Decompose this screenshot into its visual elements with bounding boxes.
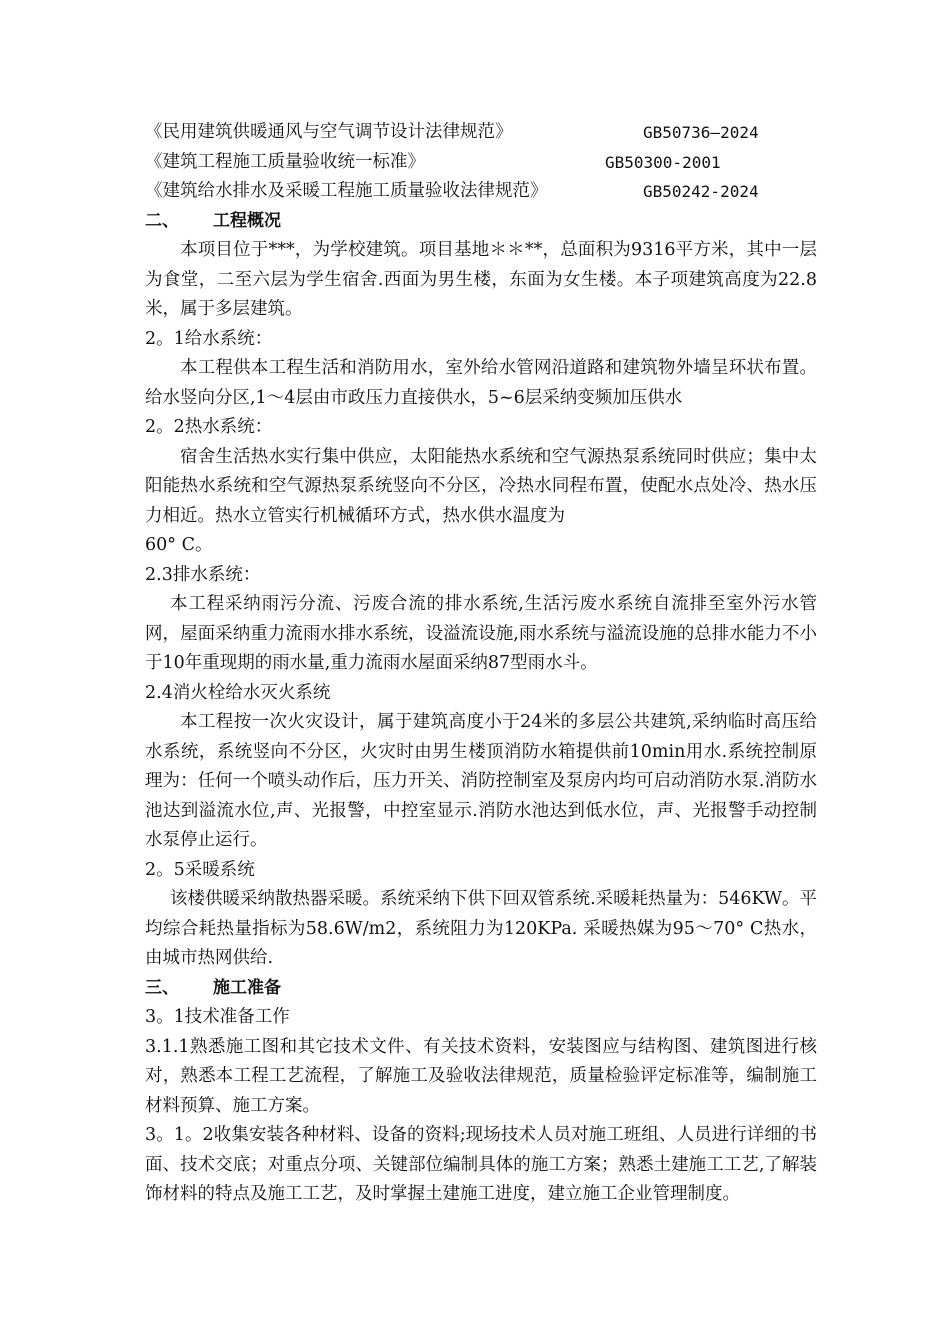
hot-water-paragraph: 宿舍生活热水实行集中供应，太阳能热水系统和空气源热泵系统同时供应；集中太阳能热水系统和空气源热泵系统竖向不分区，冷热水同程布置，使配水点处冷、热水压力相近。热水立管实行机械循环方式，热水供水温度为 [145,446,817,526]
tech-prep-paragraph-1: 3.1.1熟悉施工图和其它技术文件、有关技术资料，安装图应与结构图、建筑图进行核对，熟悉本工程工艺流程，了解施工及验收法律规范，质量检验评定标准等，编制施工材料预算、施工方案。 [145,1036,817,1116]
drainage-paragraph: 本工程采纳雨污分流、污废合流的排水系统,生活污废水系统自流排至室外污水管网，屋面采纳重力流雨水排水系统，设溢流设施,雨水系统与溢流设施的总排水能力不小于10年重现期的雨水量,重力流雨水屋面采纳87型雨水斗。 [145,594,817,673]
standard-code: GB50736—2024 [643,123,759,142]
standard-code: GB50300-2001 [605,152,721,172]
subsection-title: 3。1技术准备工作 [145,1007,290,1027]
subsection-title: 2.3排水系统： [145,564,261,585]
subsection-title: 2。5采暖系统 [145,859,255,880]
standard-line [145,177,817,207]
water-supply-paragraph: 本工程供本工程生活和消防用水，室外给水管网沿道路和建筑物外墙呈环状布置。给水竖向分区,1～4层由市政压力直接供水，5~6层采纳变频加压供水 [145,358,817,408]
standard-line [145,118,817,148]
section-heading-preparation [145,974,817,1004]
standard-name: 《建筑工程施工质量验收统一标准》 [145,151,425,172]
subsection-title: 2。2热水系统： [145,417,273,437]
section-title: 施工准备 [213,977,281,998]
standard-code: GB50242-2024 [643,182,759,201]
section-heading-overview [145,207,817,237]
overview-paragraph: 本项目位于***，为学校建筑。项目基地＊＊**，总面积为9316平方米，其中一层为食堂，二至六层为学生宿舍.西面为男生楼，东面为女生楼。本子项建筑高度为22.8米，属于多层建筑。 [145,240,817,319]
standard-line [145,148,817,178]
document-page [145,118,817,1210]
heating-paragraph: 该楼供暖采纳散热器采暖。系统采纳下供下回双管系统.采暖耗热量为：546KW。平均综合耗热量指标为58.6W/m2，系统阻力为120KPa. 采暖热媒为95～70° C热水，由城市热网供给. [145,889,817,968]
subsection-title: 2。1给水系统： [145,328,273,349]
standard-name: 《建筑给水排水及采暖工程施工质量验收法律规范》 [145,181,548,201]
fire-hydrant-paragraph: 本工程按一次火灾设计，属于建筑高度小于24米的多层公共建筑,采纳临时高压给水系统，系统竖向不分区，火灾时由男生楼顶消防水箱提供前10min用水.系统控制原理为：任何一个喷头动作后，压力开关、消防控制室及泵房内均可启动消防水泵.消防水池达到溢流水位,声、光报警，中控室显示.消防水池达到低水位，声、光报警手动控制水泵停止运行。 [145,712,817,850]
standard-name: 《民用建筑供暖通风与空气调节设计法律规范》 [145,122,513,142]
section-number: 三、 [145,977,179,998]
tech-prep-paragraph-2: 3。1。2收集安装各种材料、设备的资料;现场技术人员对施工班组、人员进行详细的书面、技术交底；对重点分项、关键部位编制具体的施工方案；熟悉土建施工工艺,了解装饰材料的特点及施工工艺，及时掌握土建施工进度，建立施工企业管理制度。 [145,1125,817,1204]
section-title: 工程概况 [213,210,281,231]
subsection-title: 2.4消火栓给水灭火系统 [145,682,331,703]
hot-water-temperature: 60° C。 [145,535,213,555]
section-number: 二、 [145,210,179,231]
